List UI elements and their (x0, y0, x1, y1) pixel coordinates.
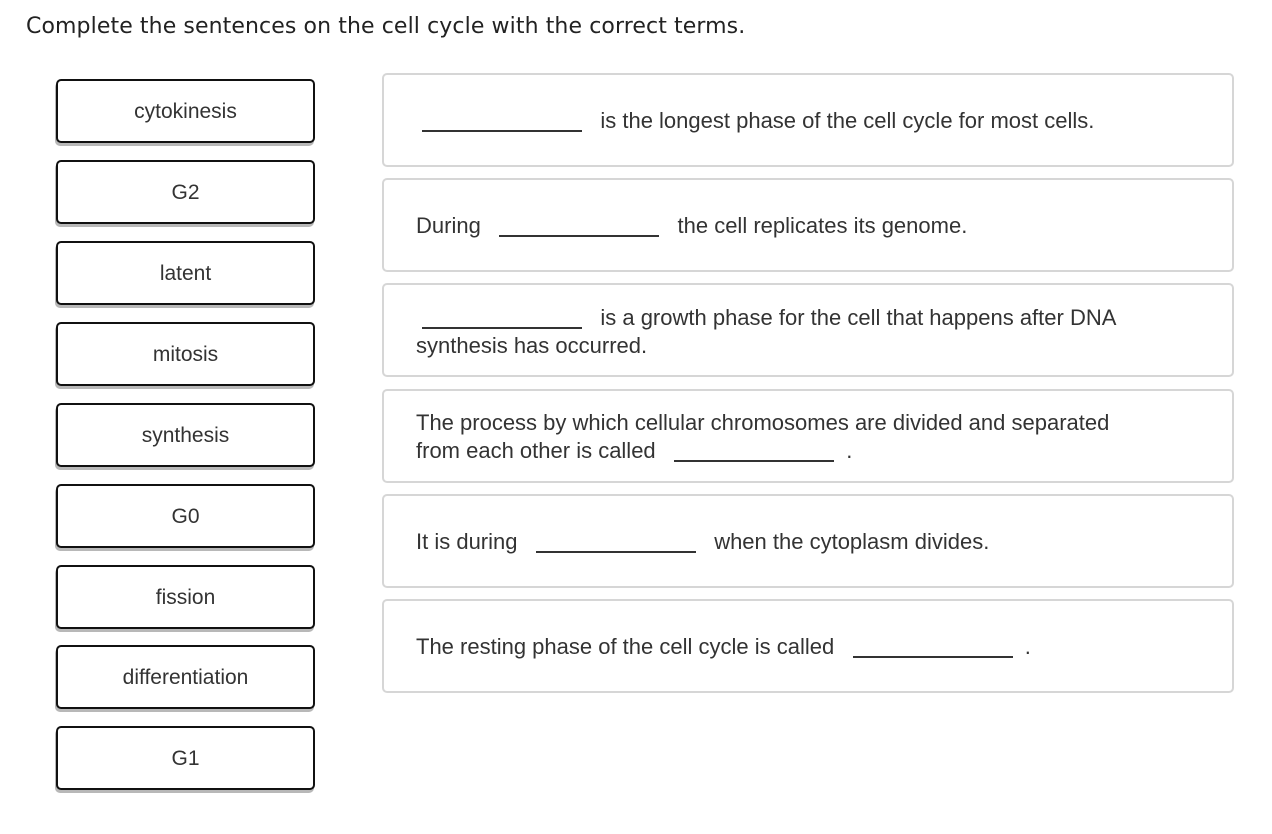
statement-box-2 (382, 178, 1234, 272)
statement-1-text (422, 107, 1094, 135)
statement-box-4 (382, 389, 1234, 483)
term-tile-mitosis[interactable]: mitosis (56, 322, 315, 386)
term-tile-differentiation[interactable]: differentiation (56, 645, 315, 709)
statement-5-text (416, 528, 989, 556)
term-tile-fission[interactable]: fission (56, 565, 315, 629)
drop-blank-2[interactable] (499, 235, 659, 237)
statement-box-1 (382, 73, 1234, 167)
statement-4-line-2 (416, 437, 852, 465)
statement-3-after: is a growth phase for the cell that happens after DNA (600, 305, 1117, 330)
term-tile-latent[interactable]: latent (56, 241, 315, 305)
term-tile-g0[interactable]: G0 (56, 484, 315, 548)
statement-4-after: . (846, 438, 853, 463)
statement-box-5 (382, 494, 1234, 588)
statement-5-before: It is during (416, 529, 518, 554)
term-tile-g1[interactable]: G1 (56, 726, 315, 790)
drop-blank-6[interactable] (853, 656, 1013, 658)
statement-5-after: when the cytoplasm divides. (714, 529, 990, 554)
statement-6-after: . (1024, 634, 1031, 659)
statement-6-before: The resting phase of the cell cycle is called (416, 634, 835, 659)
statement-2-text (416, 212, 967, 240)
statement-2-after: the cell replicates its genome. (677, 213, 968, 238)
drop-blank-3[interactable] (422, 327, 582, 329)
statement-3-line-1 (422, 304, 1116, 332)
statement-6-text (416, 633, 1031, 661)
statement-2-before: During (416, 213, 481, 238)
statement-4-before: from each other is called (416, 438, 656, 463)
statement-3-line-2: synthesis has occurred. (416, 333, 648, 358)
term-tile-g2[interactable]: G2 (56, 160, 315, 224)
instruction-text: Complete the sentences on the cell cycle with the correct terms. (26, 14, 746, 39)
drop-blank-5[interactable] (536, 551, 696, 553)
statement-box-3 (382, 283, 1234, 377)
drop-blank-1[interactable] (422, 130, 582, 132)
drop-blank-4[interactable] (674, 460, 834, 462)
statement-1-after: is the longest phase of the cell cycle for most cells. (600, 108, 1095, 133)
statement-box-6 (382, 599, 1234, 693)
statement-4-line-1: The process by which cellular chromosomes are divided and separated (416, 410, 1110, 435)
term-tile-cytokinesis[interactable]: cytokinesis (56, 79, 315, 143)
term-tile-synthesis[interactable]: synthesis (56, 403, 315, 467)
